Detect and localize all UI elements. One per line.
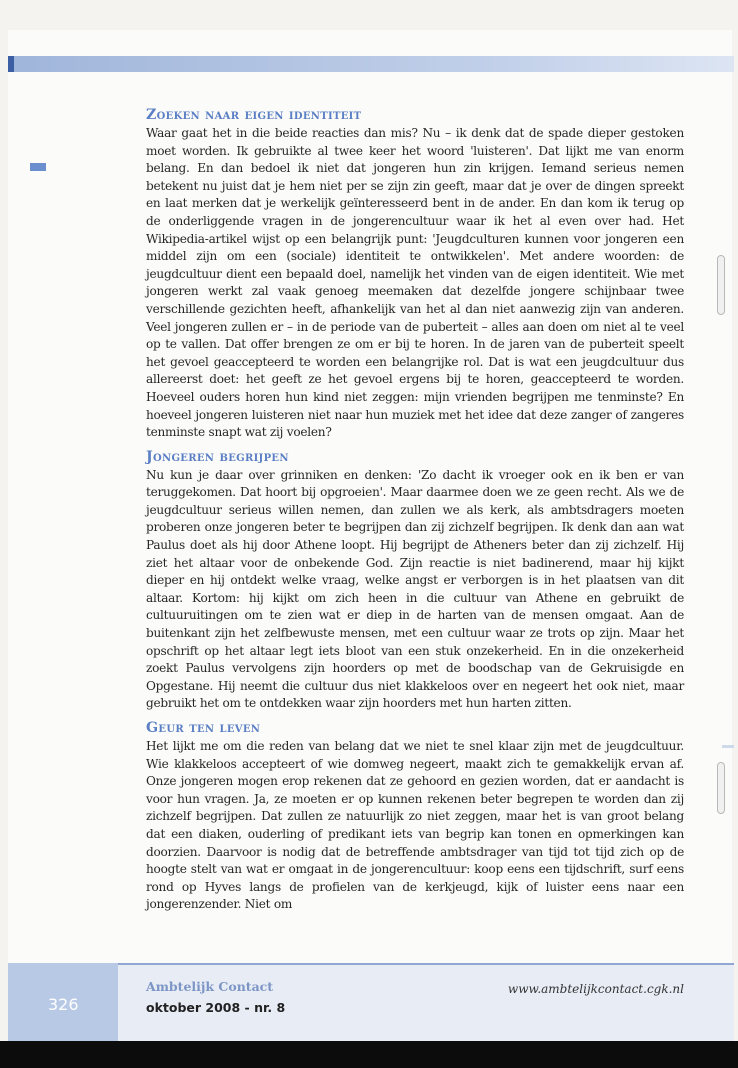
scan-edge <box>0 1041 738 1068</box>
section-paragraph: Waar gaat het in die beide reacties dan mis? Nu – ik denk dat de spade dieper gestoken moet worden. Ik gebruikte al twee keer het woord 'luisteren'. Dat lijkt me van enorm belang. En dan bedoel ik niet dat jongeren hun zin krijgen. Iemand serieus nemen betekent nu juist dat je hem niet per se zijn zin geeft, maar dat je over de dingen spreekt en laat merken dat je werkelijk geïnteresseerd bent in de ander. En dan kom ik terug op de onderliggende vragen in de jongerencultuur waar ik het al even over had. Het Wikipedia-artikel wijst op een belangrijk punt: 'Jeugdculturen kunnen voor jongeren een middel zijn om een (sociale) identiteit te ontwikkelen'. Met andere woorden: de jeugdcultuur dient een bepaald doel, namelijk het vinden van de eigen identiteit. Wie met jongeren werkt zal vaak genoeg meemaken dat dezelfde jongere schijnbaar twee verschillende gezichten heeft, afhankelijk van het al dan niet aanwezig zijn van anderen. Veel jongeren zullen er – in de periode van de puberteit – alles aan doen om niet al te veel op te vallen. Dat offer brengen ze om er bij te horen. In de jaren van de puberteit speelt het gevoel geaccepteerd te worden een belangrijke rol. Dat is wat een jeugdcultuur dus allereerst doet: het geeft ze het gevoel ergens bij te horen, geaccepteerd te worden. Hoeveel ouders horen hun kind niet zeggen: mijn vrienden begrijpen me tenminste? En hoeveel jongeren luisteren niet naar hun muziek met het idee dat deze zanger of zangeres tenminste snapt wat zij voelen? <box>146 126 684 440</box>
side-decor-mark <box>30 163 46 171</box>
right-decor-mark <box>722 745 734 748</box>
section-paragraph: Nu kun je daar over grinniken en denken: 'Zo dacht ik vroeger ook en ik ben er van teruggekomen. Dat hoort bij opgroeien'. Maar daarmee doen we ze geen recht. Als we de jeugdcultuur serieus willen nemen, dan zullen we als kerk, als ambtsdragers moeten proberen onze jongeren beter te begrijpen dan zij zichzelf begrijpen. Ik denk dan aan wat Paulus doet als hij door Athene loopt. Hij begrijpt de Atheners beter dan zij zichzelf. Hij ziet het altaar voor de onbekende God. Zijn reactie is niet badinerend, maar hij kijkt dieper en hij ontdekt welke vraag, welke angst er verborgen is in het plaatsen van dit altaar. Kortom: hij kijkt om zich heen in die cultuur van Athene en gebruikt de cultuuruitingen om te zien wat er diep in de harten van de mensen omgaat. Aan de buitenkant zijn het zelfbewuste mensen, met een cultuur waar ze trots op zijn. Maar het opschrift op het altaar legt iets bloot van een stuk onzekerheid. En in die onzekerheid zoekt Paulus vervolgens zijn hoorders op met de boodschap van de Gekruisigde en Opgestane. Hij neemt die cultuur dus niet klakkeloos over en negeert het ook niet, maar gebruikt het om te ontdekken waar zijn hoorders met hun harten zitten. <box>146 467 684 711</box>
binder-clip-icon <box>717 762 725 814</box>
binder-clip-icon <box>717 255 725 315</box>
top-decor-mark <box>8 56 14 72</box>
magazine-title: Ambtelijk Contact <box>146 979 274 994</box>
section-paragraph: Het lijkt me om die reden van belang dat we niet te snel klaar zijn met de jeugdcultuur. Wie klakkeloos accepteert of wie domweg negeert, maakt zich te gemakkelijk ervan af. Onze jongeren mogen erop rekenen dat ze gehoord en gezien worden, dat er aandacht is voor hun vragen. Ja, ze moeten er op kunnen rekenen beter begrepen te worden dan zij zichzelf begrijpen. Dat zullen ze natuurlijk zo niet zeggen, maar het is van groot belang dat een diaken, ouderling of predikant iets van begrip kan tonen en opmerkingen kan doorzien. Daarvoor is nodig dat de betreffende ambtsdrager van tijd tot tijd zich op de hoogte stelt van wat er omgaat in de jongerencultuur: koop eens een tijdschrift, surf eens rond op Hyves langs de profielen van de kerkjeugd, kijk of luister eens naar een jongerenzender. Niet om <box>146 739 684 912</box>
page-number: 326 <box>48 995 79 1014</box>
section-heading: Geur ten leven <box>146 720 261 736</box>
section-heading: Zoeken naar eigen identiteit <box>146 107 362 123</box>
website-link[interactable]: www.ambtelijkcontact.cgk.nl <box>507 982 684 996</box>
section-heading: Jongeren begrijpen <box>146 448 289 465</box>
article-body <box>146 106 684 920</box>
top-decor-band <box>8 56 734 72</box>
issue-label: oktober 2008 - nr. 8 <box>146 1000 286 1015</box>
